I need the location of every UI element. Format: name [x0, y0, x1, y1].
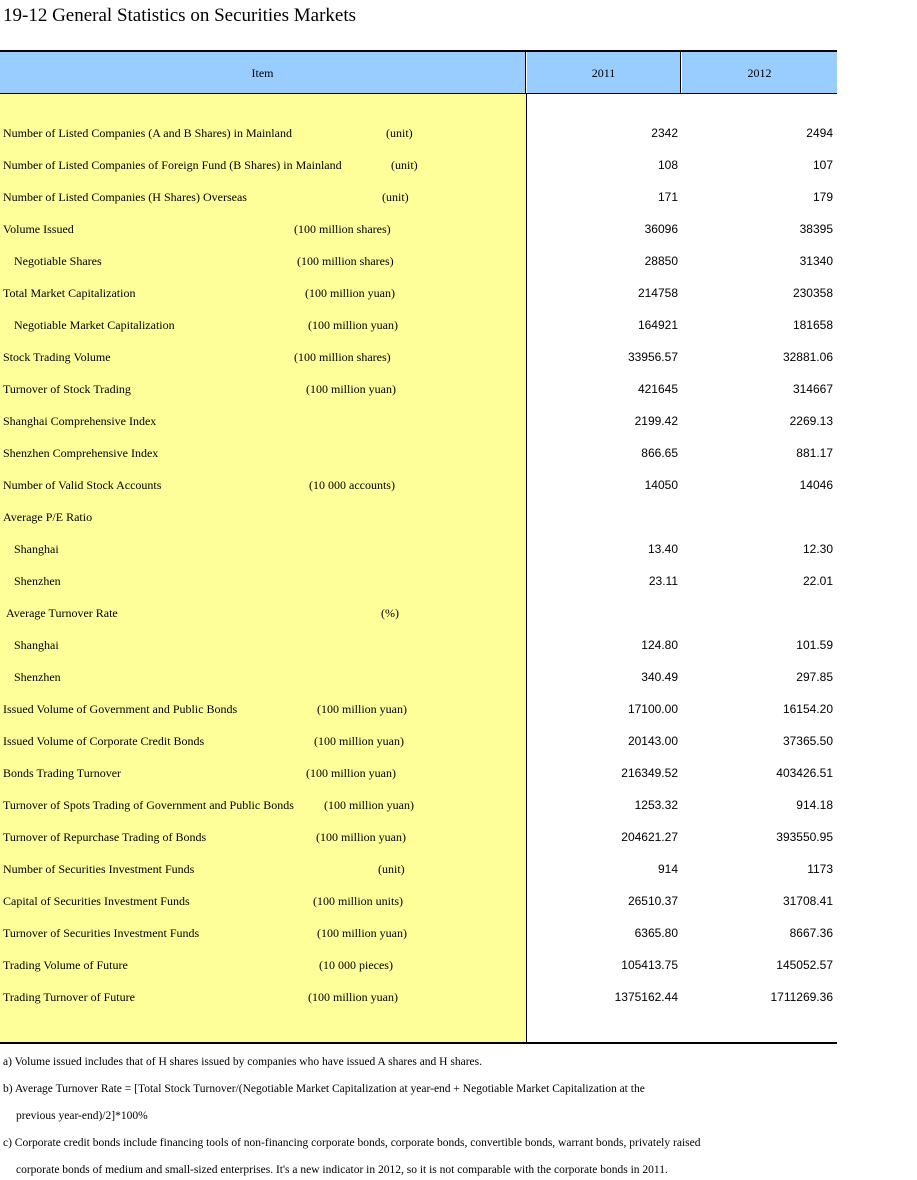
row-label: Average Turnover Rate — [6, 606, 118, 620]
row-label: Negotiable Shares — [14, 254, 102, 268]
value-2011: 13.40 — [647, 542, 678, 556]
row-label: Number of Listed Companies (A and B Shares) in Mainland — [3, 126, 292, 140]
value-2012: 16154.20 — [782, 702, 833, 716]
value-2012: 314667 — [792, 382, 833, 396]
value-2011: 20143.00 — [627, 734, 678, 748]
table-row — [0, 661, 837, 693]
row-label: Volume Issued — [3, 222, 74, 236]
value-2012: 32881.06 — [782, 350, 833, 364]
value-2011: 6365.80 — [634, 926, 678, 940]
row-unit: (100 million yuan) — [316, 830, 406, 844]
row-label: Number of Listed Companies of Foreign Fund (B Shares) in Mainland — [3, 158, 342, 172]
value-2011: 2342 — [651, 126, 678, 140]
value-2011: 421645 — [637, 382, 678, 396]
row-label: Number of Securities Investment Funds — [3, 862, 195, 876]
value-2012: 14046 — [799, 478, 833, 492]
table-row — [0, 821, 837, 853]
table-row — [0, 437, 837, 469]
value-2012: 37365.50 — [782, 734, 833, 748]
table-bottom-rule — [0, 1042, 837, 1044]
header-year-2011: 2011 — [527, 52, 681, 94]
value-2011: 33956.57 — [627, 350, 678, 364]
value-2012: 22.01 — [802, 574, 833, 588]
value-2011: 1375162.44 — [614, 990, 678, 1004]
footnote-b: b) Average Turnover Rate = [Total Stock Turnover/(Negotiable Market Capitalization at year-end + Negotiable Market Capitalization at the — [3, 1083, 645, 1095]
value-2011: 204621.27 — [621, 830, 678, 844]
value-2012: 297.85 — [796, 670, 833, 684]
table-row — [0, 373, 837, 405]
value-2012: 2269.13 — [789, 414, 833, 428]
row-unit: (100 million yuan) — [314, 734, 404, 748]
row-label: Negotiable Market Capitalization — [14, 318, 175, 332]
row-label: Number of Listed Companies (H Shares) Overseas — [3, 190, 247, 204]
table-row — [0, 117, 837, 149]
table-row — [0, 949, 837, 981]
table-row — [0, 693, 837, 725]
value-2011: 23.11 — [648, 574, 678, 588]
row-unit: (unit) — [386, 126, 413, 140]
value-2012: 230358 — [792, 286, 833, 300]
table-row — [0, 245, 837, 277]
value-2011: 914 — [657, 862, 678, 876]
row-unit: (unit) — [391, 158, 418, 172]
value-2012: 31708.41 — [782, 894, 833, 908]
table-row — [0, 533, 837, 565]
table-row — [0, 885, 837, 917]
table-row — [0, 501, 837, 533]
row-label: Turnover of Stock Trading — [3, 382, 131, 396]
row-unit: (%) — [381, 606, 399, 620]
table-row — [0, 277, 837, 309]
value-2011: 866.65 — [641, 446, 678, 460]
row-unit: (10 000 pieces) — [319, 958, 393, 972]
footnote-c-continued: corporate bonds of medium and small-sized enterprises. It's a new indicator in 2012, so it is not comparable with the corporate bonds in 2011. — [16, 1164, 668, 1176]
row-unit: (100 million yuan) — [317, 702, 407, 716]
value-2012: 393550.95 — [776, 830, 833, 844]
row-label: Issued Volume of Corporate Credit Bonds — [3, 734, 205, 748]
footnote-c: c) Corporate credit bonds include financing tools of non-financing corporate bonds, corporate bonds, convertible bonds, warrant bonds, privately raised — [3, 1137, 701, 1149]
row-label: Turnover of Securities Investment Funds — [3, 926, 200, 940]
row-label: Shanghai — [14, 638, 59, 652]
value-2012: 107 — [812, 158, 833, 172]
value-2012: 181658 — [792, 318, 833, 332]
value-2012: 12.30 — [802, 542, 833, 556]
table-row — [0, 757, 837, 789]
row-unit: (100 million yuan) — [306, 766, 396, 780]
value-2011: 124.80 — [641, 638, 678, 652]
table-row — [0, 213, 837, 245]
row-label: Shenzhen Comprehensive Index — [3, 446, 159, 460]
value-2012: 8667.36 — [789, 926, 833, 940]
row-unit: (100 million yuan) — [305, 286, 395, 300]
row-unit: (100 million shares) — [297, 254, 394, 268]
row-label: Turnover of Spots Trading of Government and Public Bonds — [3, 798, 294, 812]
value-2011: 17100.00 — [627, 702, 678, 716]
value-2011: 216349.52 — [621, 766, 678, 780]
value-2012: 2494 — [806, 126, 833, 140]
value-2011: 108 — [657, 158, 678, 172]
footnote-b-continued: previous year-end)/2]*100% — [16, 1110, 148, 1122]
table-row — [0, 149, 837, 181]
table-row — [0, 565, 837, 597]
row-label: Average P/E Ratio — [3, 510, 93, 524]
table-row — [0, 405, 837, 437]
row-unit: (100 million shares) — [294, 350, 391, 364]
table-row — [0, 725, 837, 757]
row-label: Shanghai — [14, 542, 59, 556]
value-2011: 214758 — [637, 286, 678, 300]
table-row — [0, 853, 837, 885]
row-unit: (100 million yuan) — [317, 926, 407, 940]
value-2012: 38395 — [799, 222, 833, 236]
value-2011: 340.49 — [641, 670, 678, 684]
value-2011: 171 — [657, 190, 678, 204]
row-label: Number of Valid Stock Accounts — [3, 478, 162, 492]
value-2012: 403426.51 — [776, 766, 833, 780]
header-year-2012: 2012 — [682, 52, 837, 94]
row-unit: (100 million yuan) — [324, 798, 414, 812]
table-row — [0, 341, 837, 373]
value-2012: 914.18 — [796, 798, 833, 812]
value-2012: 101.59 — [796, 638, 833, 652]
row-label: Bonds Trading Turnover — [3, 766, 122, 780]
table-row — [0, 981, 837, 1013]
row-unit: (10 000 accounts) — [309, 478, 395, 492]
value-2011: 1253.32 — [634, 798, 678, 812]
value-2012: 1711269.36 — [770, 990, 833, 1004]
row-unit: (100 million yuan) — [308, 990, 398, 1004]
value-2011: 14050 — [644, 478, 678, 492]
footnote-a: a) Volume issued includes that of H shares issued by companies who have issued A shares and H shares. — [3, 1056, 482, 1068]
table-row — [0, 789, 837, 821]
row-label: Capital of Securities Investment Funds — [3, 894, 190, 908]
header-item: Item — [0, 52, 526, 94]
row-label: Trading Volume of Future — [3, 958, 128, 972]
page-title: 19-12 General Statistics on Securities Markets — [3, 5, 357, 26]
row-label: Total Market Capitalization — [3, 286, 136, 300]
value-2012: 881.17 — [796, 446, 833, 460]
value-2012: 1173 — [807, 862, 833, 876]
value-2011: 164921 — [637, 318, 678, 332]
table-row — [0, 309, 837, 341]
value-2011: 2199.42 — [634, 414, 678, 428]
table-row — [0, 469, 837, 501]
row-unit: (100 million yuan) — [306, 382, 396, 396]
row-unit: (100 million yuan) — [308, 318, 398, 332]
row-unit: (100 million units) — [313, 894, 403, 908]
value-2012: 145052.57 — [776, 958, 833, 972]
row-label: Shenzhen — [14, 574, 61, 588]
row-label: Stock Trading Volume — [3, 350, 111, 364]
value-2011: 26510.37 — [627, 894, 678, 908]
row-unit: (unit) — [382, 190, 409, 204]
value-2012: 179 — [812, 190, 833, 204]
table-row — [0, 597, 837, 629]
table-row — [0, 917, 837, 949]
table-row — [0, 629, 837, 661]
value-2011: 105413.75 — [621, 958, 678, 972]
value-2011: 36096 — [644, 222, 678, 236]
value-2012: 31340 — [799, 254, 833, 268]
row-label: Turnover of Repurchase Trading of Bonds — [3, 830, 207, 844]
row-label: Trading Turnover of Future — [3, 990, 135, 1004]
row-label: Issued Volume of Government and Public Bonds — [3, 702, 238, 716]
value-2011: 28850 — [644, 254, 678, 268]
row-unit: (100 million shares) — [294, 222, 391, 236]
row-unit: (unit) — [378, 862, 405, 876]
row-label: Shenzhen — [14, 670, 61, 684]
row-label: Shanghai Comprehensive Index — [3, 414, 157, 428]
table-row — [0, 181, 837, 213]
